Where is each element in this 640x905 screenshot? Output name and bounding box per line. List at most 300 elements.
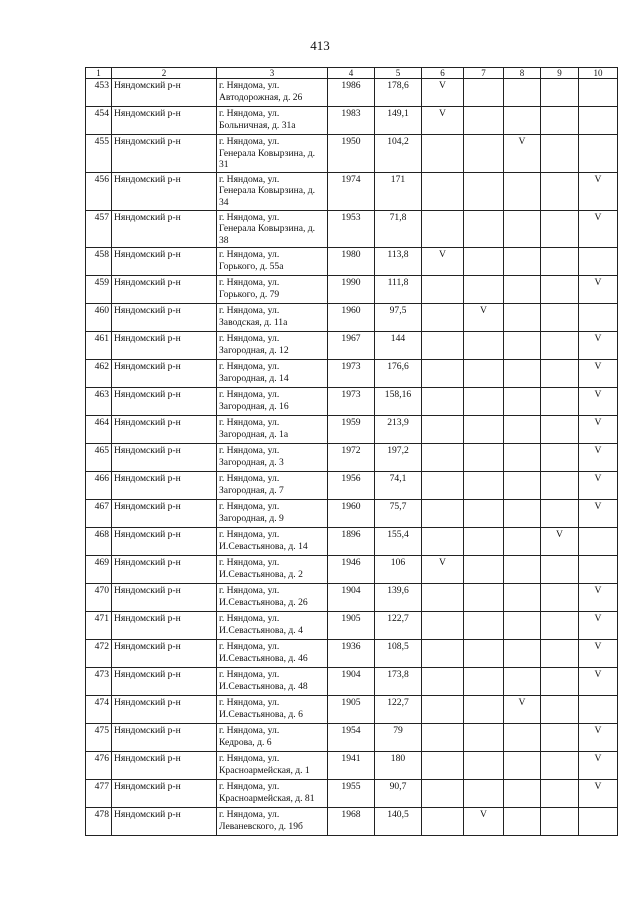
year-built-cell: 1972	[328, 444, 375, 472]
mark-cell-col-9	[541, 808, 579, 836]
row-number-cell: 475	[86, 724, 112, 752]
table-row	[86, 612, 618, 640]
year-built-cell: 1968	[328, 808, 375, 836]
district-cell: Няндомский р-н	[112, 248, 217, 276]
address-line-city: г. Няндома, ул.	[219, 781, 280, 793]
area-cell: 90,7	[375, 780, 422, 808]
area-cell: 176,6	[375, 360, 422, 388]
address-line-city: г. Няндома, ул.	[219, 753, 280, 765]
mark-cell-col-8: V	[504, 696, 541, 724]
row-number-cell: 455	[86, 135, 112, 173]
address-cell	[217, 276, 328, 304]
mark-cell-col-6	[422, 724, 464, 752]
address-line-city: г. Няндома, ул.	[219, 361, 280, 373]
address-line-city: г. Няндома, ул.	[219, 529, 280, 541]
row-number-cell: 474	[86, 696, 112, 724]
column-header: 8	[504, 68, 541, 79]
year-built-cell: 1960	[328, 500, 375, 528]
mark-cell-col-7	[464, 472, 504, 500]
address-cell	[217, 556, 328, 584]
row-number-cell: 462	[86, 360, 112, 388]
mark-cell-col-6	[422, 172, 464, 210]
mark-cell-col-6	[422, 780, 464, 808]
address-line-city: г. Няндома, ул.	[219, 80, 280, 91]
address-line-street: Автодорожная, д. 26	[219, 91, 303, 103]
district-cell: Няндомский р-н	[112, 360, 217, 388]
year-built-cell: 1905	[328, 696, 375, 724]
address-line-street: И.Севастьянова, д. 14	[219, 540, 308, 552]
row-number-cell: 477	[86, 780, 112, 808]
mark-cell-col-9: V	[541, 528, 579, 556]
address-line-street: Генерала Ковырзина, д. 38	[219, 223, 316, 246]
table-row	[86, 332, 618, 360]
row-number-cell: 476	[86, 752, 112, 780]
year-built-cell: 1967	[328, 332, 375, 360]
area-cell: 74,1	[375, 472, 422, 500]
address-line-street: Загородная, д. 12	[219, 344, 289, 356]
mark-cell-col-7: V	[464, 808, 504, 836]
mark-cell-col-6	[422, 640, 464, 668]
mark-cell-col-6	[422, 612, 464, 640]
year-built-cell: 1950	[328, 135, 375, 173]
row-number-cell: 471	[86, 612, 112, 640]
area-cell: 178,6	[375, 79, 422, 107]
mark-cell-col-6	[422, 472, 464, 500]
address-cell	[217, 79, 328, 107]
mark-cell-col-6: V	[422, 248, 464, 276]
address-line-street: И.Севастьянова, д. 48	[219, 680, 308, 692]
address-cell	[217, 472, 328, 500]
district-cell: Няндомский р-н	[112, 696, 217, 724]
column-header: 10	[579, 68, 618, 79]
mark-cell-col-6	[422, 500, 464, 528]
mark-cell-col-8	[504, 210, 541, 248]
address-line-city: г. Няндома, ул.	[219, 697, 280, 709]
mark-cell-col-9	[541, 752, 579, 780]
row-number-cell: 461	[86, 332, 112, 360]
row-number-cell: 463	[86, 388, 112, 416]
address-cell	[217, 360, 328, 388]
table-row	[86, 808, 618, 836]
mark-cell-col-7	[464, 276, 504, 304]
address-cell	[217, 107, 328, 135]
district-cell: Няндомский р-н	[112, 210, 217, 248]
address-cell	[217, 668, 328, 696]
district-cell: Няндомский р-н	[112, 304, 217, 332]
table-row	[86, 276, 618, 304]
row-number-cell: 470	[86, 584, 112, 612]
mark-cell-col-8	[504, 808, 541, 836]
address-line-city: г. Няндома, ул.	[219, 669, 280, 681]
address-cell	[217, 135, 328, 173]
table-row	[86, 780, 618, 808]
year-built-cell: 1953	[328, 210, 375, 248]
table-row	[86, 556, 618, 584]
mark-cell-col-8	[504, 388, 541, 416]
table-row	[86, 500, 618, 528]
year-built-cell: 1956	[328, 472, 375, 500]
mark-cell-col-8	[504, 107, 541, 135]
area-cell: 173,8	[375, 668, 422, 696]
district-cell: Няндомский р-н	[112, 808, 217, 836]
area-cell: 79	[375, 724, 422, 752]
mark-cell-col-9	[541, 416, 579, 444]
district-cell: Няндомский р-н	[112, 107, 217, 135]
mark-cell-col-8	[504, 332, 541, 360]
mark-cell-col-10: V	[579, 416, 618, 444]
mark-cell-col-9	[541, 444, 579, 472]
address-cell	[217, 696, 328, 724]
area-cell: 213,9	[375, 416, 422, 444]
row-number-cell: 457	[86, 210, 112, 248]
mark-cell-col-6	[422, 696, 464, 724]
mark-cell-col-9	[541, 107, 579, 135]
address-line-street: Кедрова, д. 6	[219, 736, 272, 748]
mark-cell-col-10: V	[579, 210, 618, 248]
mark-cell-col-7	[464, 528, 504, 556]
mark-cell-col-7	[464, 107, 504, 135]
mark-cell-col-8	[504, 79, 541, 107]
mark-cell-col-9	[541, 135, 579, 173]
row-number-cell: 460	[86, 304, 112, 332]
mark-cell-col-10: V	[579, 640, 618, 668]
address-line-street: Загородная, д. 9	[219, 512, 284, 524]
mark-cell-col-9	[541, 304, 579, 332]
mark-cell-col-10: V	[579, 500, 618, 528]
mark-cell-col-6	[422, 360, 464, 388]
mark-cell-col-10	[579, 528, 618, 556]
address-line-city: г. Няндома, ул.	[219, 249, 280, 261]
address-cell	[217, 332, 328, 360]
address-line-city: г. Няндома, ул.	[219, 557, 280, 569]
mark-cell-col-7	[464, 332, 504, 360]
mark-cell-col-8	[504, 668, 541, 696]
mark-cell-col-7	[464, 210, 504, 248]
address-line-street: И.Севастьянова, д. 2	[219, 568, 303, 580]
mark-cell-col-7: V	[464, 304, 504, 332]
address-line-street: И.Севастьянова, д. 46	[219, 652, 308, 664]
table-row	[86, 640, 618, 668]
year-built-cell: 1904	[328, 668, 375, 696]
mark-cell-col-8	[504, 360, 541, 388]
mark-cell-col-10: V	[579, 276, 618, 304]
district-cell: Няндомский р-н	[112, 388, 217, 416]
address-cell	[217, 388, 328, 416]
district-cell: Няндомский р-н	[112, 135, 217, 173]
mark-cell-col-9	[541, 79, 579, 107]
address-cell	[217, 584, 328, 612]
district-cell: Няндомский р-н	[112, 780, 217, 808]
mark-cell-col-10	[579, 808, 618, 836]
row-number-cell: 472	[86, 640, 112, 668]
row-number-cell: 469	[86, 556, 112, 584]
mark-cell-col-9	[541, 332, 579, 360]
row-number-cell: 456	[86, 172, 112, 210]
mark-cell-col-6	[422, 752, 464, 780]
year-built-cell: 1986	[328, 79, 375, 107]
district-cell: Няндомский р-н	[112, 500, 217, 528]
mark-cell-col-7	[464, 388, 504, 416]
district-cell: Няндомский р-н	[112, 612, 217, 640]
table-row	[86, 360, 618, 388]
mark-cell-col-7	[464, 172, 504, 210]
mark-cell-col-6	[422, 808, 464, 836]
page-number: 413	[310, 38, 330, 53]
address-line-city: г. Няндома, ул.	[219, 333, 280, 345]
year-built-cell: 1904	[328, 584, 375, 612]
district-cell: Няндомский р-н	[112, 724, 217, 752]
address-line-city: г. Няндома, ул.	[219, 389, 280, 401]
mark-cell-col-6	[422, 528, 464, 556]
mark-cell-col-6	[422, 304, 464, 332]
mark-cell-col-7	[464, 500, 504, 528]
mark-cell-col-6	[422, 210, 464, 248]
table-row	[86, 752, 618, 780]
mark-cell-col-7	[464, 724, 504, 752]
row-number-cell: 466	[86, 472, 112, 500]
mark-cell-col-8	[504, 612, 541, 640]
year-built-cell: 1955	[328, 780, 375, 808]
mark-cell-col-7	[464, 612, 504, 640]
address-line-street: И.Севастьянова, д. 4	[219, 624, 303, 636]
mark-cell-col-10	[579, 107, 618, 135]
address-line-city: г. Няндома, ул.	[219, 173, 280, 185]
address-line-street: Леваневского, д. 19б	[219, 820, 303, 832]
area-cell: 158,16	[375, 388, 422, 416]
area-cell: 111,8	[375, 276, 422, 304]
area-cell: 75,7	[375, 500, 422, 528]
column-header: 3	[217, 68, 328, 79]
mark-cell-col-8	[504, 780, 541, 808]
area-cell: 106	[375, 556, 422, 584]
year-built-cell: 1960	[328, 304, 375, 332]
table-row	[86, 79, 618, 107]
mark-cell-col-9	[541, 360, 579, 388]
mark-cell-col-9	[541, 724, 579, 752]
mark-cell-col-8	[504, 172, 541, 210]
mark-cell-col-9	[541, 584, 579, 612]
area-cell: 122,7	[375, 696, 422, 724]
year-built-cell: 1990	[328, 276, 375, 304]
mark-cell-col-7	[464, 584, 504, 612]
district-cell: Няндомский р-н	[112, 332, 217, 360]
registry-body	[86, 79, 618, 836]
mark-cell-col-7	[464, 135, 504, 173]
address-cell	[217, 780, 328, 808]
area-cell: 180	[375, 752, 422, 780]
row-number-cell: 464	[86, 416, 112, 444]
area-cell: 104,2	[375, 135, 422, 173]
table-row	[86, 135, 618, 173]
mark-cell-col-10	[579, 304, 618, 332]
address-cell	[217, 304, 328, 332]
year-built-cell: 1936	[328, 640, 375, 668]
address-line-street: Красноармейская, д. 81	[219, 792, 315, 804]
address-cell	[217, 752, 328, 780]
address-line-city: г. Няндома, ул.	[219, 809, 280, 821]
area-cell: 97,5	[375, 304, 422, 332]
housing-registry-table	[85, 67, 618, 836]
mark-cell-col-6	[422, 416, 464, 444]
address-line-street: Горького, д. 79	[219, 288, 280, 300]
mark-cell-col-8	[504, 416, 541, 444]
district-cell: Няндомский р-н	[112, 444, 217, 472]
mark-cell-col-6	[422, 135, 464, 173]
area-cell: 122,7	[375, 612, 422, 640]
address-cell	[217, 612, 328, 640]
address-line-city: г. Няндома, ул.	[219, 473, 280, 485]
mark-cell-col-6: V	[422, 556, 464, 584]
mark-cell-col-10: V	[579, 612, 618, 640]
mark-cell-col-10	[579, 696, 618, 724]
mark-cell-col-9	[541, 172, 579, 210]
district-cell: Няндомский р-н	[112, 276, 217, 304]
mark-cell-col-9	[541, 500, 579, 528]
area-cell: 113,8	[375, 248, 422, 276]
address-line-city: г. Няндома, ул.	[219, 305, 280, 317]
address-line-city: г. Няндома, ул.	[219, 211, 280, 223]
mark-cell-col-8	[504, 304, 541, 332]
mark-cell-col-10: V	[579, 388, 618, 416]
address-line-city: г. Няндома, ул.	[219, 417, 280, 429]
area-cell: 171	[375, 172, 422, 210]
mark-cell-col-8	[504, 584, 541, 612]
mark-cell-col-7	[464, 248, 504, 276]
district-cell: Няндомский р-н	[112, 752, 217, 780]
mark-cell-col-7	[464, 780, 504, 808]
address-line-street: Больничная, д. 31а	[219, 119, 296, 131]
mark-cell-col-10: V	[579, 752, 618, 780]
address-line-street: Загородная, д. 14	[219, 372, 289, 384]
area-cell: 140,5	[375, 808, 422, 836]
district-cell: Няндомский р-н	[112, 584, 217, 612]
mark-cell-col-6	[422, 276, 464, 304]
mark-cell-col-9	[541, 640, 579, 668]
mark-cell-col-7	[464, 752, 504, 780]
column-header: 5	[375, 68, 422, 79]
address-line-street: Загородная, д. 7	[219, 484, 284, 496]
address-line-street: Заводская, д. 11а	[219, 316, 288, 328]
column-header: 7	[464, 68, 504, 79]
address-cell	[217, 416, 328, 444]
address-line-street: И.Севастьянова, д. 26	[219, 596, 308, 608]
column-header: 6	[422, 68, 464, 79]
district-cell: Няндомский р-н	[112, 472, 217, 500]
district-cell: Няндомский р-н	[112, 172, 217, 210]
mark-cell-col-10: V	[579, 668, 618, 696]
row-number-cell: 453	[86, 79, 112, 107]
mark-cell-col-9	[541, 276, 579, 304]
year-built-cell: 1954	[328, 724, 375, 752]
address-line-street: Красноармейская, д. 1	[219, 764, 310, 776]
table-row	[86, 668, 618, 696]
mark-cell-col-10: V	[579, 584, 618, 612]
mark-cell-col-8	[504, 752, 541, 780]
year-built-cell: 1941	[328, 752, 375, 780]
area-cell: 71,8	[375, 210, 422, 248]
address-line-street: Горького, д. 55а	[219, 260, 284, 272]
table-row	[86, 472, 618, 500]
mark-cell-col-8	[504, 556, 541, 584]
address-line-city: г. Няндома, ул.	[219, 725, 280, 737]
address-line-street: Загородная, д. 1а	[219, 428, 289, 440]
mark-cell-col-7	[464, 556, 504, 584]
mark-cell-col-10	[579, 556, 618, 584]
district-cell: Няндомский р-н	[112, 668, 217, 696]
row-number-cell: 473	[86, 668, 112, 696]
row-number-cell: 468	[86, 528, 112, 556]
mark-cell-col-6	[422, 332, 464, 360]
district-cell: Няндомский р-н	[112, 79, 217, 107]
table-row	[86, 724, 618, 752]
mark-cell-col-10	[579, 79, 618, 107]
mark-cell-col-10: V	[579, 172, 618, 210]
row-number-cell: 467	[86, 500, 112, 528]
mark-cell-col-7	[464, 416, 504, 444]
mark-cell-col-9	[541, 612, 579, 640]
address-line-city: г. Няндома, ул.	[219, 641, 280, 653]
address-cell	[217, 248, 328, 276]
mark-cell-col-8	[504, 724, 541, 752]
mark-cell-col-8	[504, 472, 541, 500]
mark-cell-col-9	[541, 780, 579, 808]
address-cell	[217, 808, 328, 836]
mark-cell-col-10: V	[579, 444, 618, 472]
address-line-city: г. Няндома, ул.	[219, 613, 280, 625]
mark-cell-col-6	[422, 388, 464, 416]
year-built-cell: 1983	[328, 107, 375, 135]
row-number-cell: 459	[86, 276, 112, 304]
mark-cell-col-10	[579, 135, 618, 173]
table-row	[86, 210, 618, 248]
year-built-cell: 1980	[328, 248, 375, 276]
table-row	[86, 304, 618, 332]
year-built-cell: 1959	[328, 416, 375, 444]
table-row	[86, 528, 618, 556]
year-built-cell: 1974	[328, 172, 375, 210]
mark-cell-col-8	[504, 444, 541, 472]
address-cell	[217, 640, 328, 668]
district-cell: Няндомский р-н	[112, 528, 217, 556]
table-row	[86, 444, 618, 472]
area-cell: 139,6	[375, 584, 422, 612]
year-built-cell: 1973	[328, 388, 375, 416]
mark-cell-col-6: V	[422, 79, 464, 107]
address-line-city: г. Няндома, ул.	[219, 136, 280, 147]
mark-cell-col-8: V	[504, 135, 541, 173]
table-row	[86, 696, 618, 724]
address-line-city: г. Няндома, ул.	[219, 501, 280, 513]
table-row	[86, 248, 618, 276]
address-cell	[217, 528, 328, 556]
address-line-street: Генерала Ковырзина, д. 34	[219, 185, 316, 208]
row-number-cell: 454	[86, 107, 112, 135]
address-line-street: Генерала Ковырзина, д. 31	[219, 147, 316, 171]
address-line-city: г. Няндома, ул.	[219, 108, 280, 119]
row-number-cell: 465	[86, 444, 112, 472]
mark-cell-col-10: V	[579, 724, 618, 752]
address-cell	[217, 500, 328, 528]
year-built-cell: 1973	[328, 360, 375, 388]
mark-cell-col-6	[422, 668, 464, 696]
mark-cell-col-9	[541, 248, 579, 276]
mark-cell-col-9	[541, 696, 579, 724]
mark-cell-col-10: V	[579, 360, 618, 388]
mark-cell-col-7	[464, 444, 504, 472]
address-line-city: г. Няндома, ул.	[219, 277, 280, 289]
year-built-cell: 1896	[328, 528, 375, 556]
year-built-cell: 1905	[328, 612, 375, 640]
